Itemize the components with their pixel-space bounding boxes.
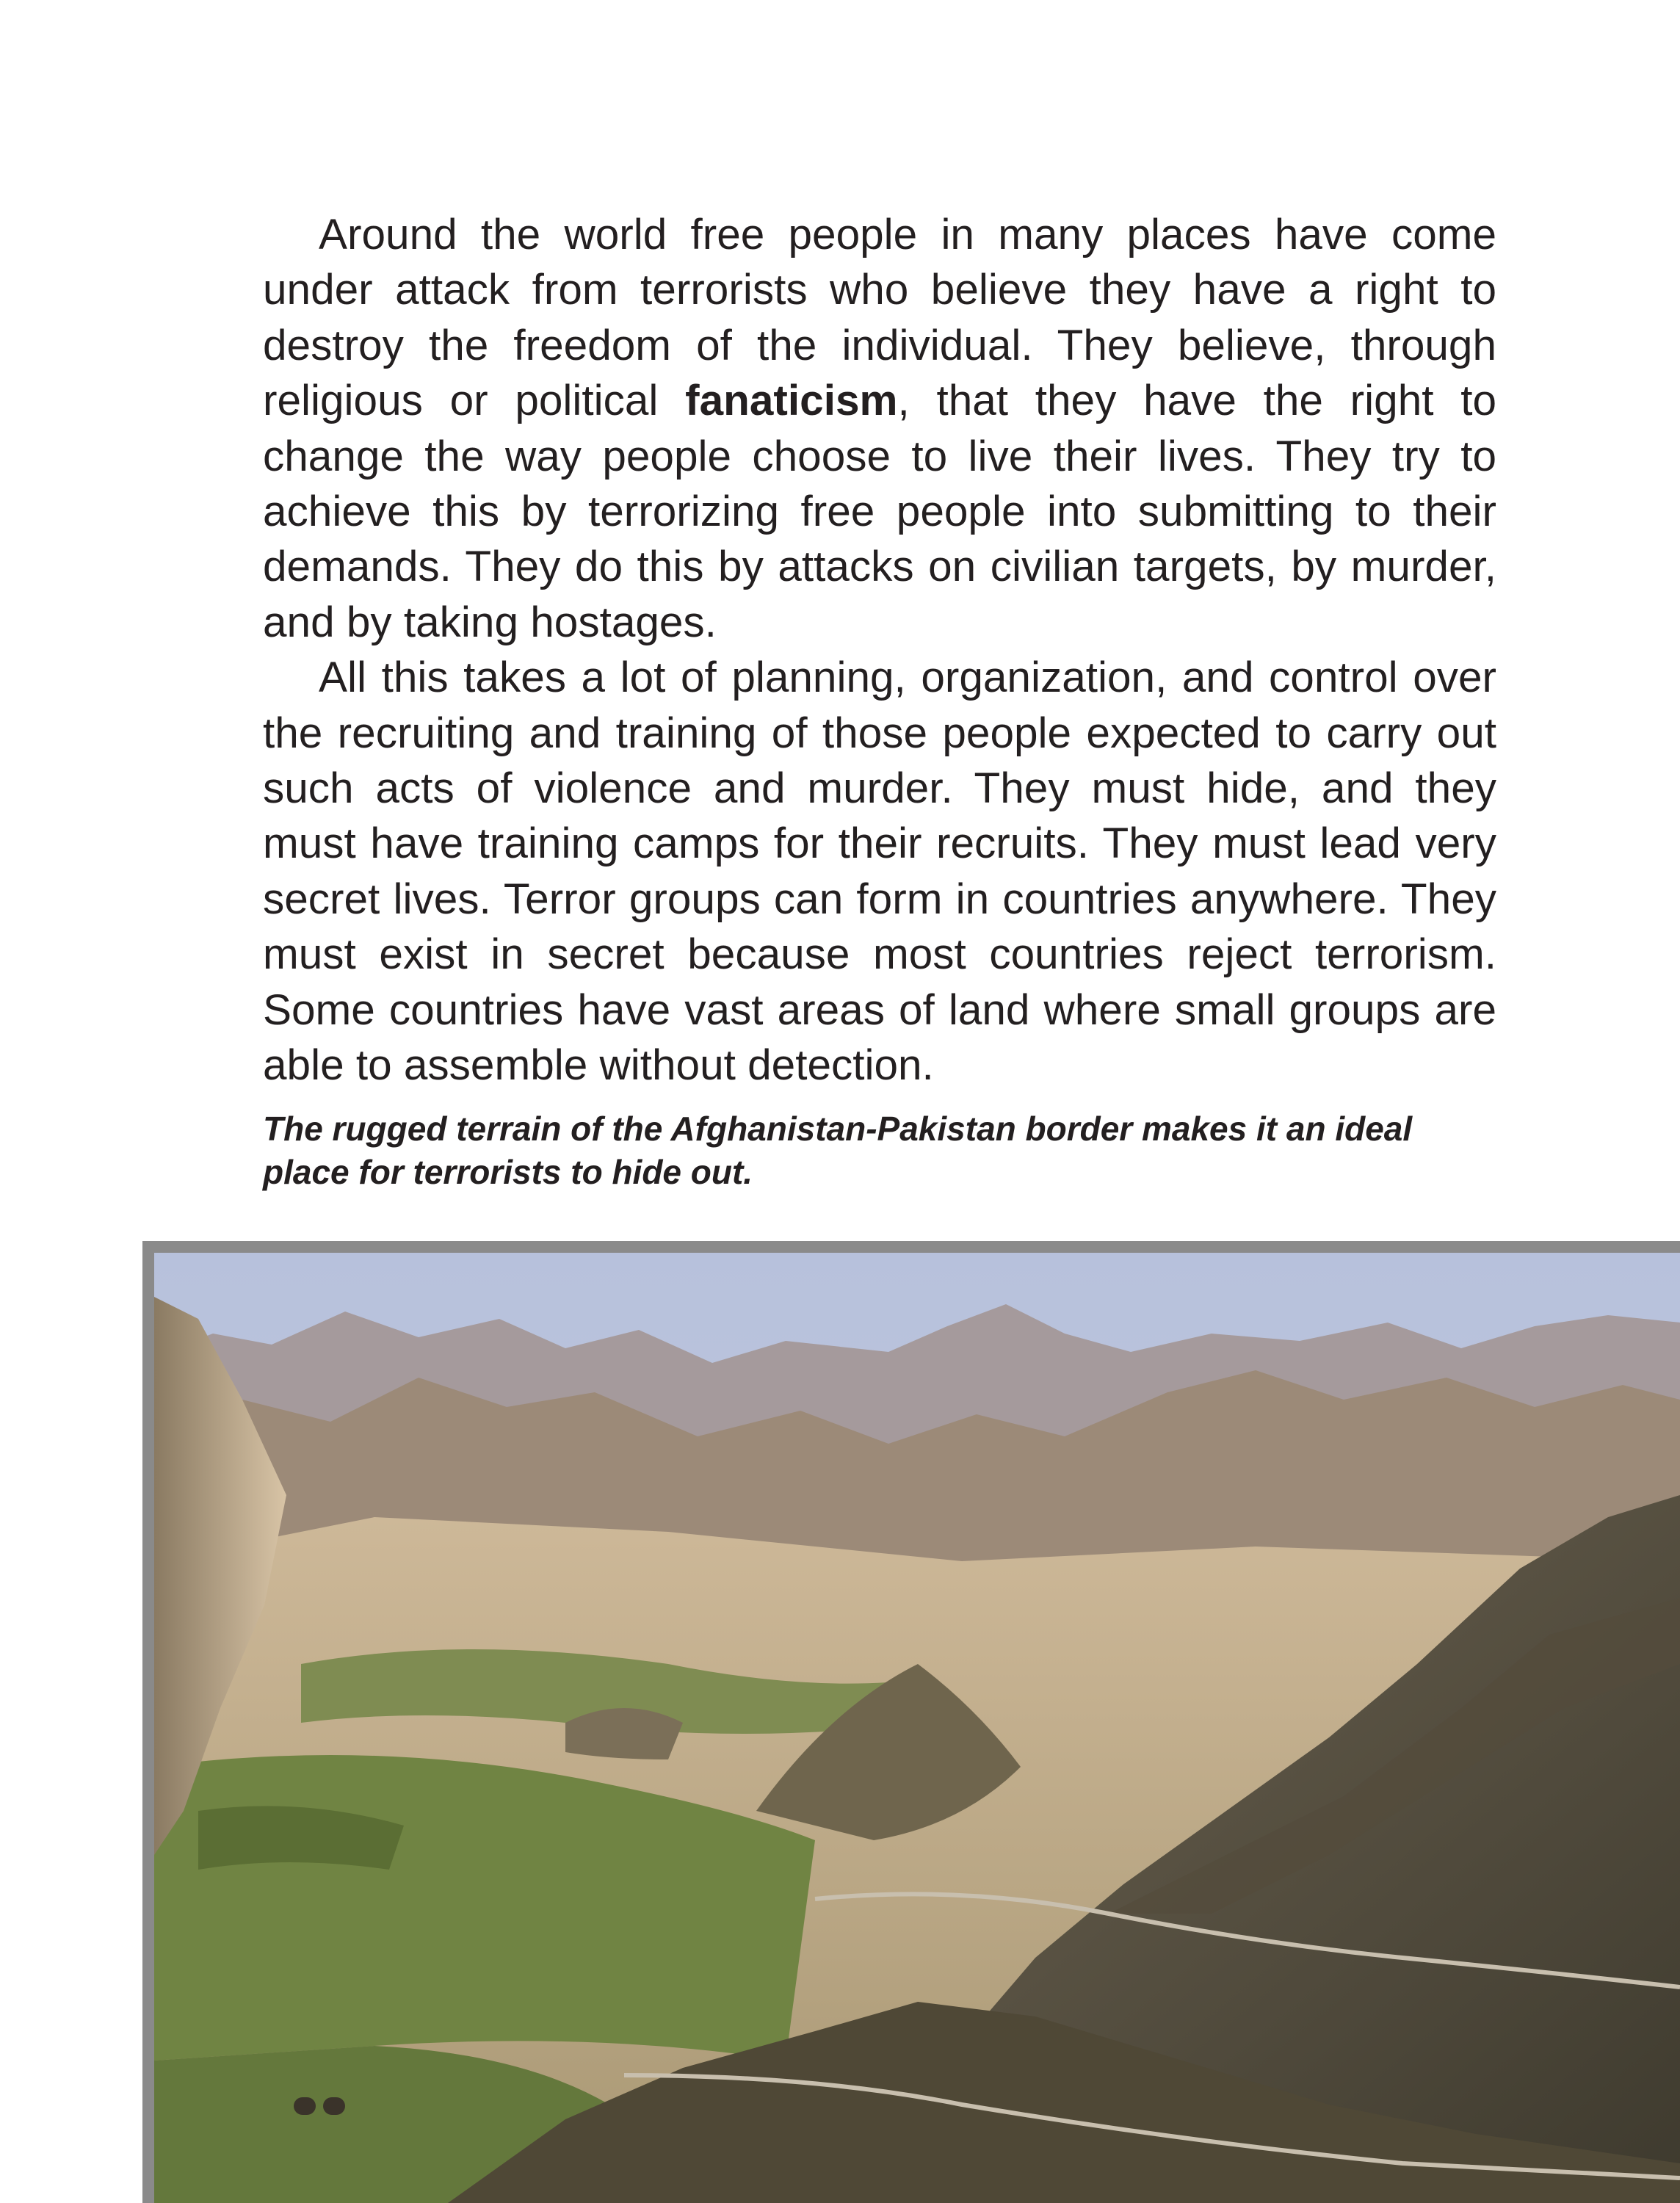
paragraph-2: All this takes a lot of planning, organization, and control over the recruiting and training of those people expected to carry out such acts of violence and murder. They must hide, and they must have training camps for their recruits. They must lead very secret lives. Terror groups can form in countries anywhere. They must exist in secret because most countries reject terrorism. Some countries have vast areas of land where small groups are able to assemble without detection. [263, 654, 1496, 1090]
paragraph-1-before: Around the world free people in many places have come under attack from terrorists who believe they have a right to destroy the freedom of the individual. They believe, through religious or political [263, 211, 1496, 425]
glossary-term-fanaticism: fanaticism [685, 377, 898, 425]
photo-caption: The rugged terrain of the Afghanistan-Pakistan border makes it an ideal place for terrorists to hide out. [263, 1110, 1413, 1191]
body-text [263, 207, 1496, 1093]
paragraph-1 [263, 207, 1496, 650]
paragraph-1-after: , that they have the right to change the way people choose to live their lives. They try to achieve this by terrorizing free people into submitting to their demands. They do this by attacks on civilian targets, by murder, and by taking hostages. [263, 377, 1496, 646]
photo-frame [142, 1241, 1680, 2203]
mountain-terrain-photo [154, 1253, 1680, 2203]
